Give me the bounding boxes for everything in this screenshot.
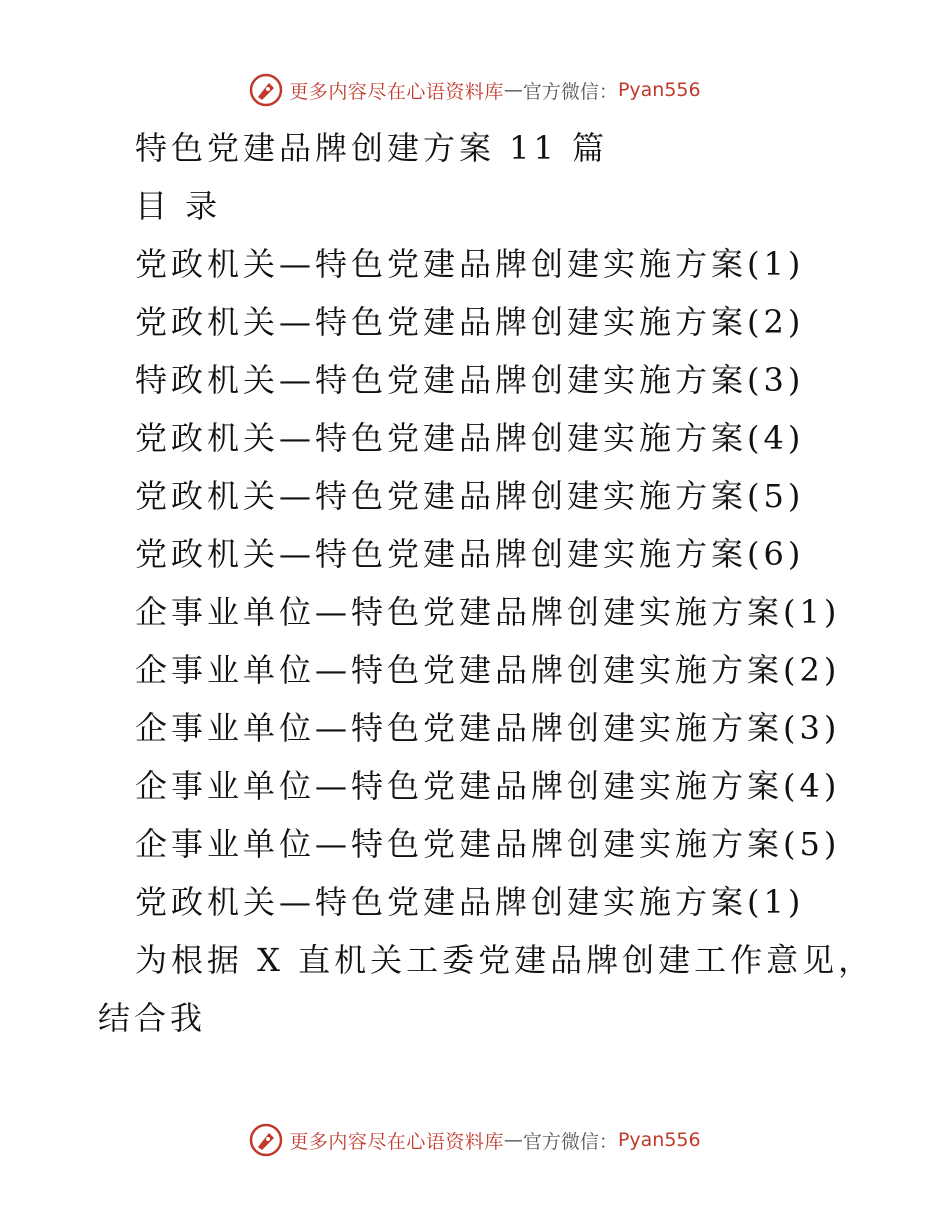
watermark-official-label: 官方微信： — [522, 80, 618, 103]
watermark-text: 更多内容尽在心语资料库 — [289, 1130, 504, 1153]
document-title: 特色党建品牌创建方案 11 篇 — [135, 129, 609, 167]
pen-nib-logo-icon — [249, 73, 283, 107]
footer-watermark — [0, 1120, 950, 1160]
toc-item: 党政机关—特色党建品牌创建实施方案(1) — [135, 245, 805, 283]
watermark-official-label: 官方微信： — [522, 1130, 618, 1153]
watermark-dash: — — [503, 79, 523, 101]
toc-item: 企事业单位—特色党建品牌创建实施方案(4) — [135, 767, 841, 805]
watermark-text: 更多内容尽在心语资料库 — [289, 80, 504, 103]
toc-item: 党政机关—特色党建品牌创建实施方案(5) — [135, 477, 805, 515]
paragraph-line: 为根据 X 直机关工委党建品牌创建工作意见， — [135, 941, 875, 979]
header-watermark — [0, 70, 950, 110]
watermark-handle: Pyan556 — [617, 79, 701, 101]
toc-item: 企事业单位—特色党建品牌创建实施方案(5) — [135, 825, 841, 863]
toc-item: 企事业单位—特色党建品牌创建实施方案(1) — [135, 593, 841, 631]
pen-nib-logo-icon — [249, 1123, 283, 1157]
paragraph-line: 结合我 — [98, 999, 207, 1037]
watermark-dash: — — [503, 1129, 523, 1151]
section-heading: 党政机关—特色党建品牌创建实施方案(1) — [135, 883, 805, 921]
watermark-handle: Pyan556 — [617, 1129, 701, 1151]
toc-item: 党政机关—特色党建品牌创建实施方案(2) — [135, 303, 805, 341]
toc-heading: 目 录 — [135, 187, 222, 225]
toc-item: 党政机关—特色党建品牌创建实施方案(4) — [135, 419, 805, 457]
toc-item: 特政机关—特色党建品牌创建实施方案(3) — [135, 361, 805, 399]
toc-item: 党政机关—特色党建品牌创建实施方案(6) — [135, 535, 805, 573]
toc-item: 企事业单位—特色党建品牌创建实施方案(2) — [135, 651, 841, 689]
toc-item: 企事业单位—特色党建品牌创建实施方案(3) — [135, 709, 841, 747]
